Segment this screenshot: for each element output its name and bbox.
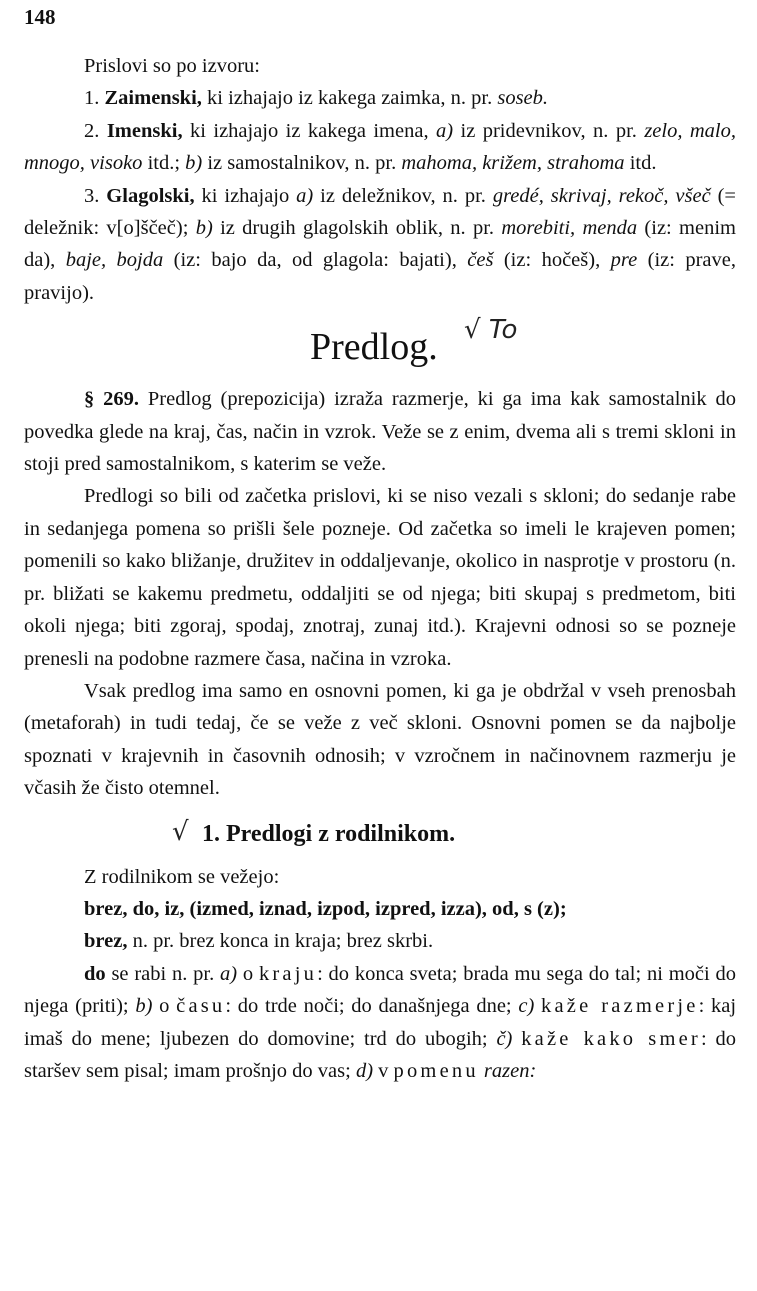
preposition-list: brez, do, iz, (izmed, iznad, izpod, izpred, izza), od, s (z);	[84, 897, 567, 920]
document-page	[24, 6, 736, 1087]
paragraph-glagolski: 3. Glagolski, ki izhajajo a) iz deležnikov, n. pr. gredé, skrivaj, rekoč, všeč (= deležnik: v[o]ščeč); b) iz drugih glagolskih oblik, n. pr. morebiti, menda (iz: menim da), baje, bojda (iz: bajo da, od glagola: bajati), češ (iz: hočeš), pre (iz: prave, pravijo).	[24, 184, 736, 304]
handwritten-annotation: √ To	[464, 315, 518, 346]
page-number: 148	[24, 5, 56, 29]
paragraph-brez: brez, n. pr. brez konca in kraja; brez skrbi.	[84, 930, 434, 953]
section-heading-row	[24, 315, 736, 379]
paragraph-genitive-intro: Z rodilnikom se vežejo:	[84, 865, 280, 888]
paragraph-do: do se rabi n. pr. a) o kraju: do konca sveta; brada mu sega do tal; ni moči do njega (priti); b) o času: do trde noči; do današnjega dne; c) kaže razmerje: kaj imaš do mene; ljubezen do domovine; trd do ubogih; č) kaže kako smer: do staršev sem pisal; imam prošnjo do vas; d) v pomenu razen:	[24, 962, 737, 1082]
subsection-heading-row	[24, 811, 736, 859]
paragraph-intro: Prislovi so po izvoru:	[84, 55, 260, 77]
paragraph-origin: Predlogi so bili od začetka prislovi, ki se niso vezali s skloni; do sedanje rabe in sedanjega pomena so prišli šele pozneje. Od začetka so imeli le krajeven pomen; pomenili so kako bližanje, družitev in oddaljevanje, okolico in nasprotje v prostoru (n. pr. bližati se kakemu predmetu, oddaljiti se od njega; biti skupaj s predmetom, biti okoli njega; biti zgoraj, spodaj, znotraj, zunaj itd.). Krajevni odnosi so se pozneje prenesli na podobne razmere časa, načina in vzroka.	[24, 485, 736, 670]
subsection-heading: 1. Predlogi z rodilnikom.	[202, 820, 456, 847]
paragraph-meaning: Vsak predlog ima samo en osnovni pomen, ki ga je obdržal v vseh prenosbah (metaforah) in tudi tedaj, če se veže z več skloni. Osnovni pomen se da najbolje spoznati v krajevnih in časovnih odnosih; v vzročnem in načinovnem razmerju je včasih že čisto otemnel.	[24, 679, 736, 800]
section-heading: Predlog.	[310, 326, 438, 369]
paragraph-269: § 269. Predlog (prepozicija) izraža razmerje, ki ga ima kak samostalnik do povedka glede na kraj, čas, način in vzrok. Veže se z enim, dvema ali s tremi skloni in stoji pred samostalnikom, s katerim se veže.	[24, 388, 736, 476]
paragraph-imenski: 2. Imenski, ki izhajajo iz kakega imena, a) iz pridevnikov, n. pr. zelo, malo, mnogo, visoko itd.; b) iz samostalnikov, n. pr. mahoma, križem, strahoma itd.	[24, 119, 737, 175]
checkmark-icon: √	[172, 816, 189, 847]
paragraph-zaimenski: 1. Zaimenski, ki izhajajo iz kakega zaimka, n. pr. soseb.	[84, 87, 549, 110]
